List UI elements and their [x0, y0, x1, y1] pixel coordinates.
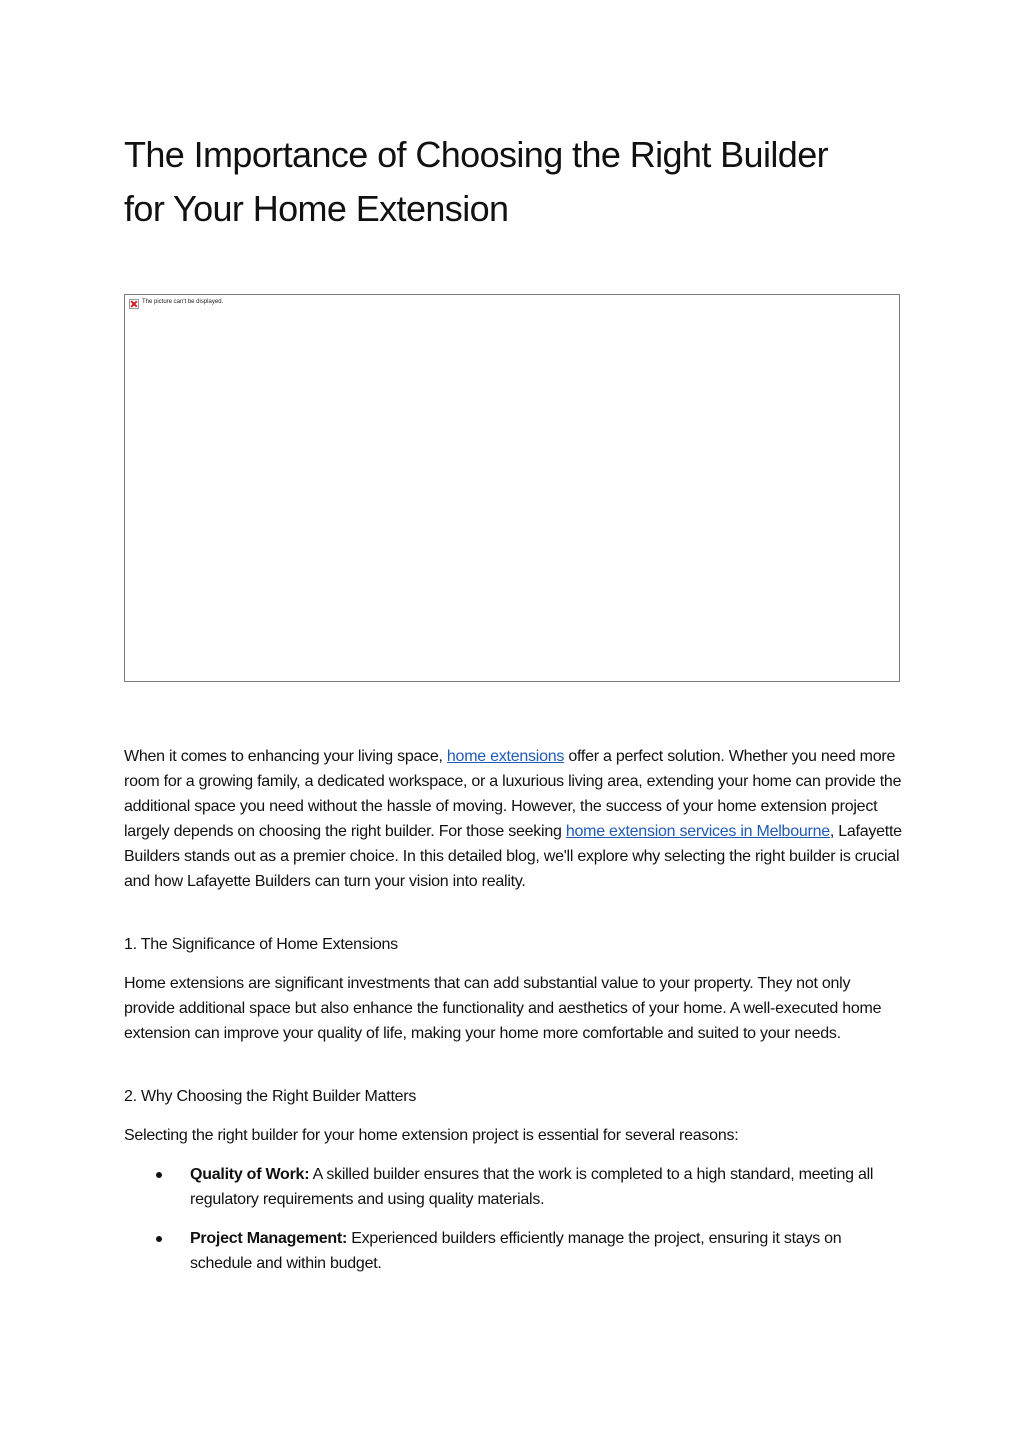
home-extensions-link[interactable]: home extensions	[446, 748, 565, 765]
intro-paragraph	[124, 744, 904, 894]
image-placeholder	[124, 294, 900, 682]
list-item-quality-of-work	[124, 1162, 904, 1212]
bullet-text: Experienced builders efficiently manage the project, ensuring it stays on schedule and within budget.	[190, 1230, 842, 1272]
section-1-paragraph: Home extensions are significant investments that can add substantial value to your property. They not only provide additional space but also enhance the functionality and aesthetics of your home. A well-executed home extension can improve your quality of life, making your home more comfortable and suited to your needs.	[124, 975, 882, 1042]
image-placeholder-text: The picture can't be displayed.	[142, 299, 224, 305]
title-line-1: The Importance of Choosing the Right Builder	[124, 134, 829, 175]
bullet-icon	[156, 1236, 162, 1242]
home-extension-services-melbourne-link[interactable]: home extension services in Melbourne	[565, 823, 830, 840]
bullet-text: A skilled builder ensures that the work is completed to a high standard, meeting all regulatory requirements and using quality materials.	[190, 1166, 874, 1208]
intro-text-3: , Lafayette Builders stands out as a premier choice. In this detailed blog, we'll explore why selecting the right builder is crucial and how Lafayette Builders can turn your vision into reality.	[124, 823, 902, 890]
reasons-list	[124, 1162, 904, 1290]
section-2-heading: 2. Why Choosing the Right Builder Matters	[124, 1088, 417, 1105]
broken-image-icon	[129, 299, 139, 309]
intro-text-2: offer a perfect solution. Whether you need more room for a growing family, a dedicated workspace, or a luxurious living area, extending your home can provide the additional space you need without the hassle of moving. However, the success of your home extension project largely depends on choosing the right builder. For those seeking	[124, 748, 902, 840]
section-1-heading: 1. The Significance of Home Extensions	[124, 936, 398, 953]
bullet-label: Quality of Work:	[190, 1166, 310, 1183]
section-2-paragraph: Selecting the right builder for your home extension project is essential for several reasons:	[124, 1127, 739, 1144]
list-item-project-management	[124, 1226, 904, 1276]
document-title	[124, 128, 924, 236]
bullet-label: Project Management:	[190, 1230, 348, 1247]
intro-text-1: When it comes to enhancing your living space,	[124, 748, 447, 765]
title-line-2: for Your Home Extension	[124, 188, 509, 229]
bullet-icon	[156, 1172, 162, 1178]
